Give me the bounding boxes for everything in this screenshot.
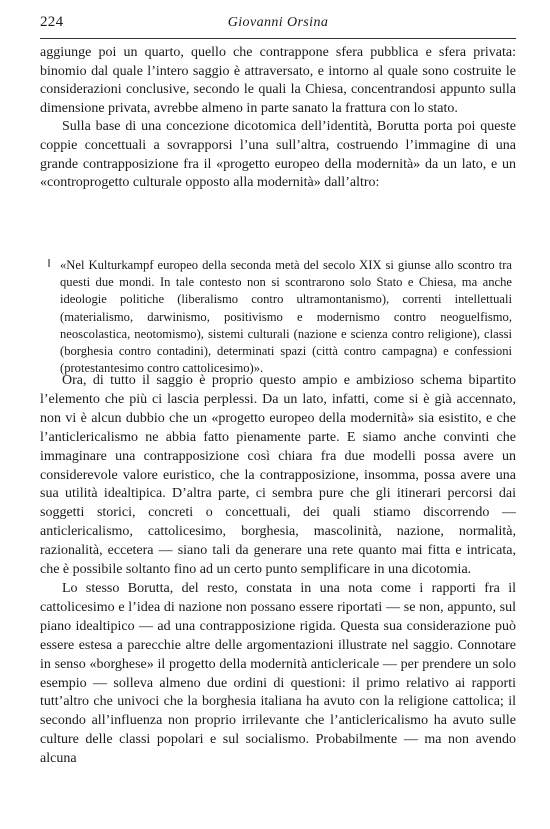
body-text-bottom bbox=[40, 372, 516, 769]
paragraph-2: Sulla base di una concezione dicotomica dell’identità, Borutta porta poi queste coppie concettuali a sovrapporsi l’una sull’altra, costruendo l’immagine di una grande contrapposizione fra il «progetto europeo della modernità» da un lato, e un «controprogetto culturale opposto alla modernità» dall’altro: bbox=[40, 119, 516, 191]
margin-mark bbox=[48, 259, 50, 267]
paragraph-1: aggiunge poi un quarto, quello che contrappone sfera pubblica e sfera privata: binomio dal quale l’intero saggio è attraversato, e intorno al quale sono costruite le considerazioni conclusive, secondo le quali la Chiesa, concentrandosi appunto sulla dimensione privata, avrebbe almeno in parte sanato la frattura con lo stato. bbox=[40, 45, 516, 116]
header-rule bbox=[40, 38, 516, 39]
paragraph-4: Lo stesso Borutta, del resto, constata in una nota come i rapporti fra il cattolicesimo e l’idea di nazione non possano essere riportati — se non, appunto, sul piano idealtipico — ad una contrapposizione rigida. Questa sua considerazione può essere estesa a parecchie altre delle argomentazioni illustrate nel saggio. Connotare in senso «borghese» il progetto della modernità anticlericale — per prendere un solo esempio — solleva almeno due ordini di questioni: il primo relativo ai rapporti tutt’altro che univoci che la borghesia italiana ha avuto con la religione cattolica; il secondo all’influenza non proprio irrilevante che l’anticlericalismo ha avuto sulle culture delle classi popolari e sul socialismo. Probabilmente — ma non avendo alcuna bbox=[40, 580, 516, 767]
running-head: Giovanni Orsina bbox=[227, 15, 329, 30]
page-header bbox=[40, 14, 516, 36]
paragraph-3: Ora, di tutto il saggio è proprio questo ampio e ambizioso schema bipartito l’elemento che più ci lascia perplessi. Da un lato, infatti, come si è già accennato, non vi è alcun dubbio che un «progetto europeo della modernità» sia esistito, e che l’anticlericalismo ne abbia fatto pienamente parte. E siamo anche convinti che immaginare una contrapposizione così chiara fra due modelli possa avere un considerevole valore euristico, che la contrapposizione, insomma, possa avere una sua utilità idealtipica. D’altra parte, ci sembra pure che gli itinerari percorsi dai soggetti storici, concreti o concettuali, dei quali stiamo discorrendo — anticlericalismo, cattolicesimo, borghesia, mascolinità, nazione, normalità, razionalità, eccetera — siano tali da generare una rete quanto mai fitta e intricata, che è possibile soltanto fino ad un certo punto semplificare in una dicotomia. bbox=[40, 373, 516, 578]
block-quote: «Nel Kulturkampf europeo della seconda metà del secolo XIX si giunse allo scontro tra questi due mondi. In tale contesto non si scontrarono solo Stato e Chiesa, ma anche ideologie politiche (liberalismo contro ultramontanismo), correnti intellettuali (materialismo, darwinismo, positivismo e modernismo contro neoguelfismo, neoscolastica, neotomismo), sistemi culturali (nazione e scienza contro religione), classi (borghesia contro contadini), determinati spazi (città contro campagna) e confessioni (protestantesimo contro cattolicesimo)». bbox=[60, 258, 512, 376]
body-text-top bbox=[40, 44, 516, 193]
page-number: 224 bbox=[40, 14, 64, 30]
